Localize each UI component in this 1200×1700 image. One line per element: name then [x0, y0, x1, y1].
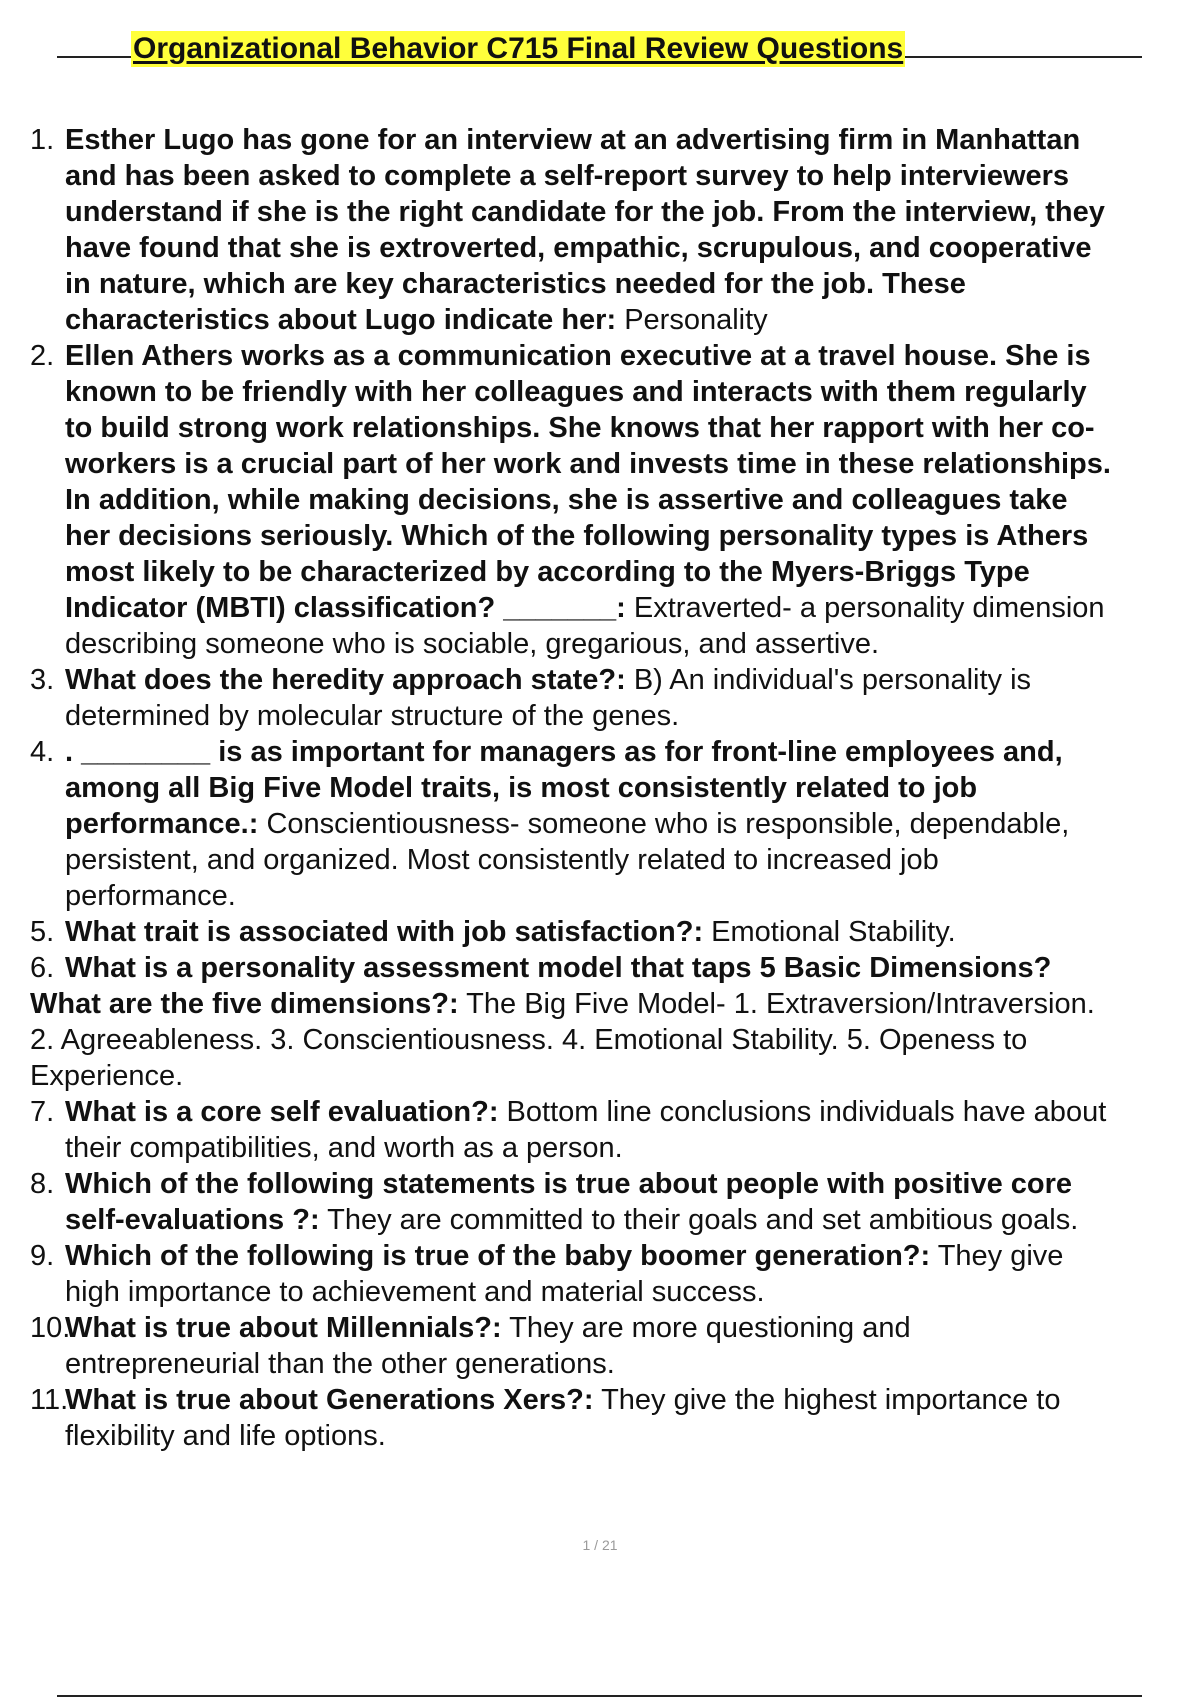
- question-line: [65, 1346, 1200, 1382]
- question-text: In addition, while making decisions, she is assertive and colleagues take: [65, 484, 1068, 516]
- question-line: [65, 626, 1200, 662]
- question-line: [65, 518, 1200, 554]
- question-number: 5.: [30, 916, 55, 948]
- question-item: [30, 1238, 1200, 1310]
- question-line: [65, 734, 1200, 770]
- question-line: [65, 302, 1200, 338]
- answer-text: entrepreneurial than the other generations.: [65, 1348, 615, 1380]
- question-text: to build strong work relationships. She knows that her rapport with her co-: [65, 412, 1095, 444]
- question-text: have found that she is extroverted, empathic, scrupulous, and cooperative: [65, 232, 1092, 264]
- bottom-rule: [57, 1695, 1142, 1697]
- question-line: [65, 1310, 1200, 1346]
- question-line: [65, 1094, 1200, 1130]
- question-6-continuation: [30, 986, 1200, 1094]
- page-title: Organizational Behavior C715 Final Review Questions: [133, 32, 904, 65]
- question-text: in nature, which are key characteristics needed for the job. These: [65, 268, 966, 300]
- question-line: [65, 410, 1200, 446]
- question-text: What is true about Generations Xers?:: [65, 1384, 594, 1416]
- question-text: her decisions seriously. Which of the following personality types is Athers: [65, 520, 1089, 552]
- question-text: Esther Lugo has gone for an interview at an advertising firm in Manhattan: [65, 124, 1081, 156]
- question-list: [30, 122, 1200, 1454]
- question-text: What is true about Millennials?:: [65, 1312, 502, 1344]
- question-line: [65, 122, 1200, 158]
- answer-text: high importance to achievement and material success.: [65, 1276, 765, 1308]
- answer-text: They are more questioning and: [501, 1312, 911, 1344]
- question-line: [65, 806, 1200, 842]
- question-line: [65, 698, 1200, 734]
- question-item: [30, 1310, 1200, 1382]
- answer-text: Bottom line conclusions individuals have about: [498, 1096, 1107, 1128]
- question-line: [65, 554, 1200, 590]
- answer-text: Emotional Stability.: [703, 916, 956, 948]
- question-line: [65, 1418, 1200, 1454]
- answer-text: their compatibilities, and worth as a person.: [65, 1132, 623, 1164]
- question-line: [30, 986, 1200, 1022]
- answer-text: They are committed to their goals and set ambitious goals.: [319, 1204, 1079, 1236]
- answer-text: They give the highest importance to: [593, 1384, 1061, 1416]
- answer-text: flexibility and life options.: [65, 1420, 386, 1452]
- question-text: Which of the following is true of the baby boomer generation?:: [65, 1240, 931, 1272]
- question-text: What is a core self evaluation?:: [65, 1096, 499, 1128]
- question-text: Which of the following statements is true about people with positive core: [65, 1168, 1073, 1200]
- question-text: Indicator (MBTI) classification? _______:: [65, 592, 626, 624]
- question-line: [30, 1022, 1200, 1058]
- page-indicator: 1 / 21: [582, 1537, 618, 1553]
- answer-text: Extraverted- a personality dimension: [625, 592, 1105, 624]
- answer-text: They give: [930, 1240, 1064, 1272]
- question-number: 9.: [30, 1240, 55, 1272]
- question-line: [65, 1166, 1200, 1202]
- answer-text: performance.: [65, 880, 236, 912]
- question-line: [65, 374, 1200, 410]
- question-line: [65, 266, 1200, 302]
- question-line: [65, 878, 1200, 914]
- question-text: and has been asked to complete a self-report survey to help interviewers: [65, 160, 1070, 192]
- title-row: [57, 30, 1142, 72]
- question-text: among all Big Five Model traits, is most consistently related to job: [65, 772, 978, 804]
- question-item: [30, 950, 1200, 986]
- question-text: What trait is associated with job satisfaction?:: [65, 916, 704, 948]
- question-text: most likely to be characterized by according to the Myers-Briggs Type: [65, 556, 1030, 588]
- answer-text: 2. Agreeableness. 3. Conscientiousness. 4. Emotional Stability. 5. Openess to: [30, 1024, 1028, 1056]
- question-number: 6.: [30, 952, 55, 984]
- question-line: [65, 338, 1200, 374]
- question-text: What is a personality assessment model that taps 5 Basic Dimensions?: [65, 952, 1052, 984]
- question-line: [65, 194, 1200, 230]
- question-line: [65, 662, 1200, 698]
- question-line: [65, 446, 1200, 482]
- question-item: [30, 734, 1200, 914]
- answer-text: Personality: [616, 304, 768, 336]
- answer-text: describing someone who is sociable, gregarious, and assertive.: [65, 628, 880, 660]
- question-line: [65, 1382, 1200, 1418]
- question-number: 3.: [30, 664, 55, 696]
- question-line: [65, 1274, 1200, 1310]
- question-line: [65, 1202, 1200, 1238]
- question-text: known to be friendly with her colleagues and interacts with them regularly: [65, 376, 1087, 408]
- question-line: [65, 482, 1200, 518]
- question-line: [65, 1238, 1200, 1274]
- question-number: 7.: [30, 1096, 55, 1128]
- question-text: self-evaluations ?:: [65, 1204, 320, 1236]
- question-text: performance.:: [65, 808, 259, 840]
- question-item: [30, 1094, 1200, 1166]
- question-number: 10.: [30, 1312, 71, 1344]
- answer-text: Conscientiousness- someone who is responsible, dependable,: [258, 808, 1070, 840]
- question-item: [30, 662, 1200, 734]
- question-item: [30, 914, 1200, 950]
- question-line: [30, 1058, 1200, 1094]
- question-text: understand if she is the right candidate for the job. From the interview, they: [65, 196, 1105, 228]
- question-line: [65, 914, 1200, 950]
- question-line: [65, 158, 1200, 194]
- question-text: characteristics about Lugo indicate her:: [65, 304, 617, 336]
- question-text: workers is a crucial part of her work and invests time in these relationships.: [65, 448, 1111, 480]
- answer-text: The Big Five Model- 1. Extraversion/Intraversion.: [458, 988, 1095, 1020]
- question-line: [65, 842, 1200, 878]
- question-item: [30, 338, 1200, 662]
- question-number: 2.: [30, 340, 55, 372]
- question-item: [30, 122, 1200, 338]
- question-text: . ________ is as important for managers as for front-line employees and,: [65, 736, 1063, 768]
- question-text: What does the heredity approach state?:: [65, 664, 626, 696]
- question-text: What are the five dimensions?:: [30, 988, 459, 1020]
- question-line: [65, 770, 1200, 806]
- question-number: 1.: [30, 124, 55, 156]
- answer-text: B) An individual's personality is: [625, 664, 1032, 696]
- question-line: [65, 950, 1200, 986]
- question-number: 11.: [30, 1384, 69, 1416]
- question-number: 4.: [30, 736, 55, 768]
- question-line: [65, 1130, 1200, 1166]
- question-line: [65, 590, 1200, 626]
- answer-text: Experience.: [30, 1060, 184, 1092]
- question-line: [65, 230, 1200, 266]
- answer-text: determined by molecular structure of the genes.: [65, 700, 680, 732]
- question-text: Ellen Athers works as a communication executive at a travel house. She is: [65, 340, 1091, 372]
- question-item: [30, 1166, 1200, 1238]
- question-number: 8.: [30, 1168, 55, 1200]
- answer-text: persistent, and organized. Most consistently related to increased job: [65, 844, 939, 876]
- question-item: [30, 1382, 1200, 1454]
